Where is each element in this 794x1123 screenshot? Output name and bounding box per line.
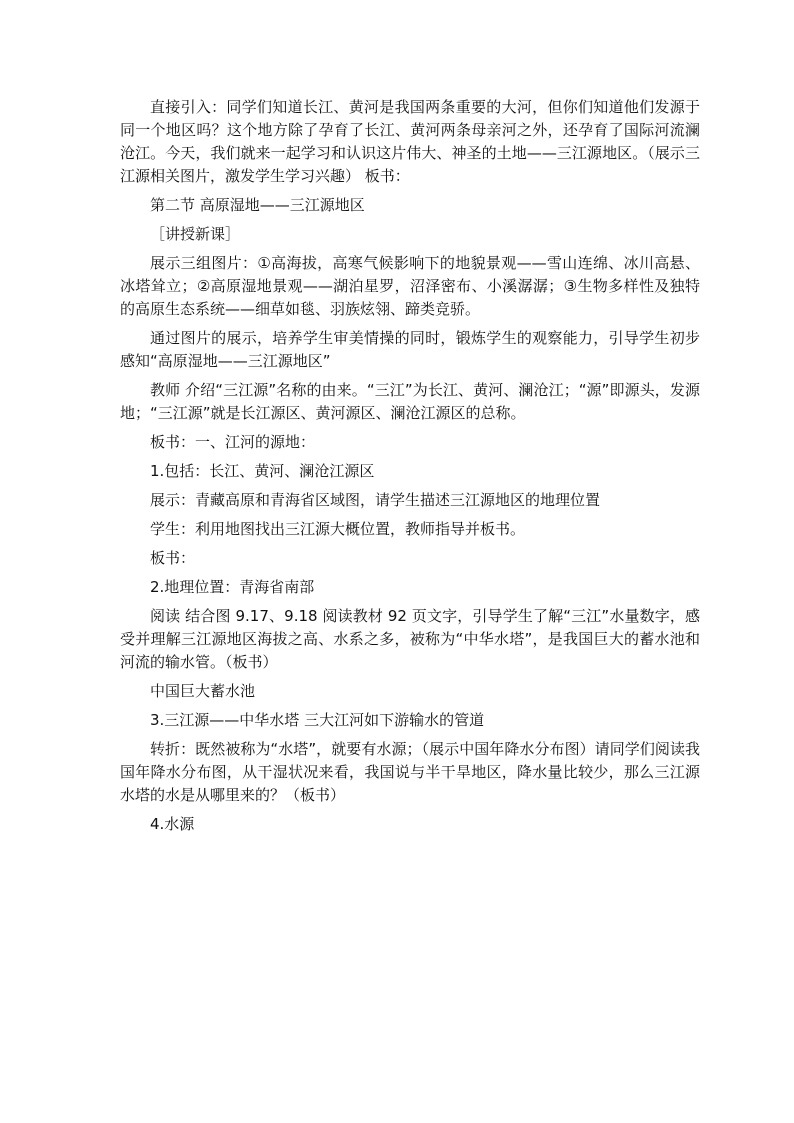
map-display-paragraph: 展示：青藏高原和青海省区域图，请学生描述三江源地区的地理位置 <box>150 491 601 509</box>
board-item-4: 4.水源 <box>150 815 195 833</box>
name-origin-paragraph: 教师 介绍“三江源”名称的由来。“三江”为长江、黄河、澜沧江；“源”即源头，发源地；“三江源”就是长江源区、黄河源区、澜沧江源区的总称。 <box>120 381 700 422</box>
picture-display-paragraph: 展示三组图片：①高海拔，高寒气候影响下的地貌景观——雪山连绵、冰川高悬、冰塔耸立；②高原湿地景观——湖泊星罗，沼泽密布、小溪潺潺；③生物多样性及独特的高原生态系统——细草如毯、羽族炫翎、蹄类竞骄。 <box>120 254 700 318</box>
board-item-2: 2.地理位置：青海省南部 <box>150 578 315 596</box>
observation-paragraph: 通过图片的展示，培养学生审美情操的同时，锻炼学生的观察能力，引导学生初步感知“高原湿地——三江源地区” <box>120 329 700 370</box>
transition-paragraph: 转折：既然被称为“水塔”，就要有水源；（展示中国年降水分布图）请同学们阅读我国年降水分布图，从干湿状况来看，我国说与半干旱地区，降水量比较少，那么三江源水塔的水是从哪里来的？（板书） <box>120 740 700 804</box>
reading-paragraph: 阅读 结合图 9.17、9.18 阅读教材 92 页文字，引导学生了解“三江”水量数字，感受并理解三江源地区海拔之高、水系之多，被称为“中华水塔”，是我国巨大的蓄水池和河流的输水管。（板书） <box>120 607 700 671</box>
intro-paragraph: 直接引入：同学们知道长江、黄河是我国两条重要的大河，但你们知道他们发源于同一个地区吗？这个地方除了孕育了长江、黄河两条母亲河之外，还孕育了国际河流澜沧江。今天，我们就来一起学习和认识这片伟大、神圣的土地——三江源地区。（展示三江源相关图片，激发学生学习兴趣） 板书： <box>120 98 700 185</box>
document-body <box>120 96 700 842</box>
board-item-3: 3.三江源——中华水塔 三大江河如下游输水的管道 <box>150 711 485 729</box>
reservoir-note: 中国巨大蓄水池 <box>150 682 256 700</box>
section-heading: 第二节 高原湿地——三江源地区 <box>150 196 365 214</box>
board-note-2: 板书： <box>150 549 196 567</box>
new-lesson-label: ［讲授新课］ <box>150 225 241 243</box>
student-activity-paragraph: 学生：利用地图找出三江源大概位置，教师指导并板书。 <box>150 520 526 538</box>
board-note-1: 板书：一、江河的源地： <box>150 433 316 451</box>
board-item-1: 1.包括：长江、黄河、澜沧江源区 <box>150 462 375 480</box>
